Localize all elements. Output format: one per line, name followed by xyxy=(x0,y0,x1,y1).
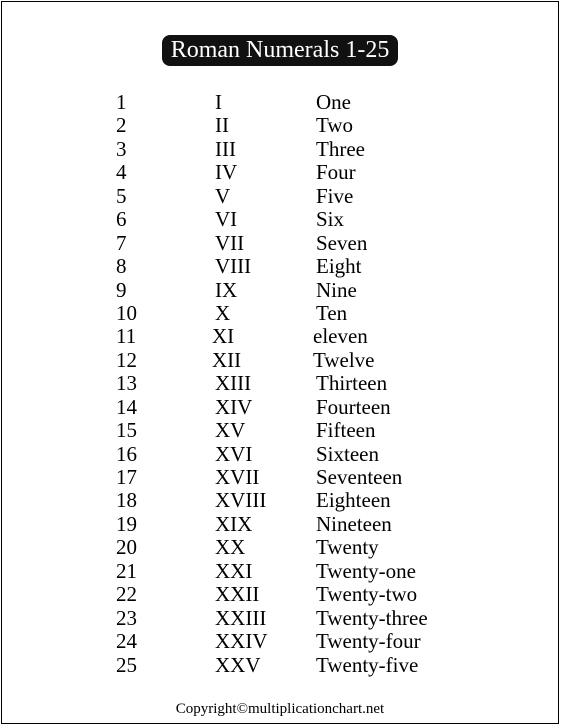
number-word: Ten xyxy=(316,300,348,325)
arabic-number: 10 xyxy=(116,300,137,325)
numeral-row xyxy=(2,302,558,325)
arabic-number: 25 xyxy=(116,652,137,677)
number-word: Sixteen xyxy=(316,441,379,466)
roman-numeral: XXIII xyxy=(215,605,267,630)
numeral-row xyxy=(2,560,558,583)
numeral-row xyxy=(2,630,558,653)
roman-numeral: XVII xyxy=(215,465,260,489)
number-word: Eighteen xyxy=(316,488,391,513)
roman-numeral: XV xyxy=(215,418,246,443)
roman-numeral: XIII xyxy=(215,371,252,396)
numeral-row xyxy=(2,513,558,536)
number-word: Two xyxy=(316,113,354,138)
arabic-number: 16 xyxy=(116,441,137,466)
numeral-row xyxy=(2,91,558,114)
number-word: Twenty-two xyxy=(316,582,418,607)
numeral-row xyxy=(2,489,558,512)
numeral-row xyxy=(2,466,558,489)
numeral-list xyxy=(2,91,558,677)
number-word: Nineteen xyxy=(316,511,392,536)
numeral-row xyxy=(2,232,558,255)
roman-numeral: VI xyxy=(215,207,238,232)
roman-numeral: IV xyxy=(215,160,238,185)
roman-numeral: XI xyxy=(212,324,235,349)
numeral-row xyxy=(2,607,558,630)
roman-numeral: XIX xyxy=(215,511,253,536)
numeral-row xyxy=(2,208,558,231)
roman-numeral: I xyxy=(215,90,222,114)
number-word: Twenty-one xyxy=(316,558,416,583)
arabic-number: 1 xyxy=(116,90,127,114)
numeral-row xyxy=(2,654,558,677)
arabic-number: 14 xyxy=(116,394,137,419)
title-wrap xyxy=(2,35,558,66)
arabic-number: 3 xyxy=(116,136,127,161)
numeral-row xyxy=(2,372,558,395)
number-word: Fifteen xyxy=(316,418,376,443)
numeral-row xyxy=(2,349,558,372)
number-word: Twelve xyxy=(313,347,375,372)
numeral-row xyxy=(2,138,558,161)
number-word: Twenty-five xyxy=(316,652,419,677)
arabic-number: 12 xyxy=(116,347,137,372)
roman-numeral: V xyxy=(215,183,231,208)
number-word: Nine xyxy=(316,277,357,302)
numeral-row xyxy=(2,396,558,419)
arabic-number: 8 xyxy=(116,254,127,279)
number-word: One xyxy=(316,90,351,114)
numeral-row xyxy=(2,279,558,302)
arabic-number: 18 xyxy=(116,488,137,513)
numeral-row xyxy=(2,419,558,442)
arabic-number: 6 xyxy=(116,207,127,232)
arabic-number: 13 xyxy=(116,371,137,396)
arabic-number: 23 xyxy=(116,605,137,630)
roman-numeral: X xyxy=(215,300,231,325)
roman-numeral: XXII xyxy=(215,582,260,607)
number-word: Fourteen xyxy=(316,394,391,419)
arabic-number: 22 xyxy=(116,582,137,607)
roman-numeral: XXIV xyxy=(215,629,268,654)
roman-numeral: XVIII xyxy=(215,488,267,513)
numeral-row xyxy=(2,114,558,137)
arabic-number: 24 xyxy=(116,629,137,654)
number-word: Seventeen xyxy=(316,465,403,489)
arabic-number: 17 xyxy=(116,465,137,489)
numeral-row xyxy=(2,161,558,184)
numeral-row xyxy=(2,325,558,348)
roman-numeral: XXV xyxy=(215,652,261,677)
arabic-number: 7 xyxy=(116,230,127,255)
number-word: Thirteen xyxy=(316,371,388,396)
numeral-row xyxy=(2,583,558,606)
roman-numeral: II xyxy=(215,113,229,138)
number-word: eleven xyxy=(313,324,368,349)
roman-numeral: XXI xyxy=(215,558,253,583)
number-word: Seven xyxy=(316,230,368,255)
number-word: Five xyxy=(316,183,354,208)
number-word: Eight xyxy=(316,254,362,279)
roman-numeral: XII xyxy=(212,347,242,372)
arabic-number: 5 xyxy=(116,183,127,208)
arabic-number: 11 xyxy=(116,324,137,349)
number-word: Three xyxy=(316,136,365,161)
roman-numeral: IX xyxy=(215,277,238,302)
arabic-number: 4 xyxy=(116,160,127,185)
copyright-footer: Copyright©multiplicationchart.net xyxy=(175,701,385,717)
number-word: Twenty-four xyxy=(316,629,421,654)
roman-numeral: VII xyxy=(215,230,245,255)
number-word: Twenty xyxy=(316,535,379,560)
roman-numeral: III xyxy=(215,136,236,161)
roman-numeral: XX xyxy=(215,535,246,560)
arabic-number: 15 xyxy=(116,418,137,443)
numeral-row xyxy=(2,443,558,466)
roman-numeral: VIII xyxy=(215,254,252,279)
number-word: Four xyxy=(316,160,356,185)
number-word: Twenty-three xyxy=(316,605,428,630)
arabic-number: 2 xyxy=(116,113,127,138)
roman-numeral: XIV xyxy=(215,394,253,419)
arabic-number: 19 xyxy=(116,511,137,536)
arabic-number: 21 xyxy=(116,558,137,583)
page-frame xyxy=(1,1,559,724)
arabic-number: 20 xyxy=(116,535,137,560)
arabic-number: 9 xyxy=(116,277,127,302)
numeral-row xyxy=(2,536,558,559)
roman-numeral: XVI xyxy=(215,441,253,466)
numeral-row xyxy=(2,185,558,208)
page-title: Roman Numerals 1-25 xyxy=(162,35,399,66)
number-word: Six xyxy=(316,207,345,232)
numeral-row xyxy=(2,255,558,278)
